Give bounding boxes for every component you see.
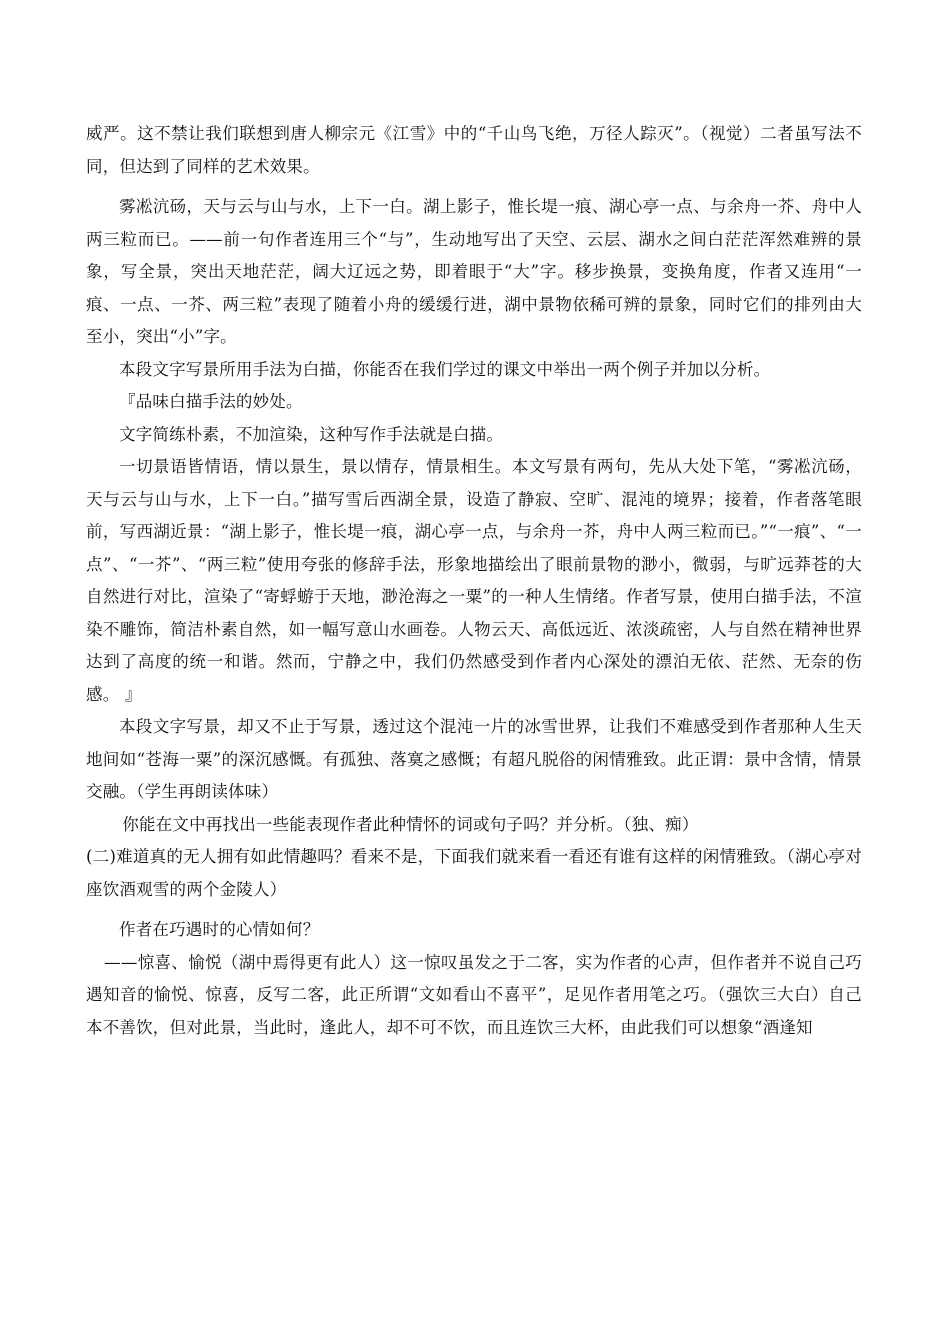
paragraph-emotion-in-scenery: 一切景语皆情语，情以景生，景以情存，情景相生。本文写景有两句，先从大处下笔，“雾凇沆砀，天与云与山与水，上下一白。”描写雪后西湖全景，设造了静寂、空旷、混沌的境界；接着，作者落笔眼前，写西湖近景：“湖上影子，惟长堤一痕，湖心亭一点，与余舟一芥，舟中人两三粒而已。”“一痕”、“一点”、“一芥”、“两三粒”使用夸张的修辞手法，形象地描绘出了眼前景物的渺小，微弱，与旷远莽苍的大自然进行对比，渲染了“寄蜉蝣于天地，渺沧海之一粟”的一种人生情绪。作者写景，使用白描手法，不渲染不雕饰，简洁朴素自然，如一幅写意山水画卷。人物云天、高低远近、浓淡疏密，人与自然在精神世界达到了高度的统一和谐。然而，宁静之中，我们仍然感受到作者内心深处的漂泊无依、茫然、无奈的伤感。 』 (86, 457, 862, 704)
paragraph-find-words-question: 你能在文中再找出一些能表现作者此种情怀的词或句子吗？并分析。（独、痴） (122, 814, 699, 834)
paragraph-deep-feeling: 本段文字写景，却又不止于写景，透过这个混沌一片的冰雪世界，让我们不难感受到作者那种人生天地间如“苍海一粟”的深沉感慨。有孤独、落寞之感慨；有超凡脱俗的闲情雅致。此正谓：景中含情，情景交融。（学生再朗读体味） (86, 717, 862, 801)
paragraph-mood-question: 作者在巧遇时的心情如何？ (119, 920, 320, 939)
paragraph-white-drawing-heading: 『品味白描手法的妙处。 (119, 392, 303, 411)
paragraph-scene-analysis: 雾凇沆砀，天与云与山与水，上下一白。湖上影子，惟长堤一痕、湖心亭一点、与余舟一芥、舟中人两三粒而已。——前一句作者连用三个“与”，生动地写出了天空、云层、湖水之间白茫茫浑然难辨的景象，写全景，突出天地茫茫，阔大辽远之势，即着眼于“大”字。移步换景，变换角度，作者又连用“一痕、一点、一芥、两三粒”表现了随着小舟的缓缓行进，湖中景物依稀可辨的景象，同时它们的排列由大至小，突出“小”字。 (86, 197, 862, 346)
document-body (86, 118, 862, 1044)
paragraph-white-drawing-definition: 文字简练朴素，不加渲染，这种写作手法就是白描。 (119, 424, 504, 444)
paragraph-white-drawing-question: 本段文字写景所用手法为白描，你能否在我们学过的课文中举出一两个例子并加以分析。 (119, 359, 771, 379)
paragraph-section-two: (二)难道真的无人拥有如此情趣吗？看来不是，下面我们就来看一看还有谁有这样的闲情雅致。（湖心亭对座饮酒观雪的两个金陵人） (86, 847, 862, 899)
paragraph-continuation: 威严。这不禁让我们联想到唐人柳宗元《江雪》中的“千山鸟飞绝，万径人踪灭”。（视觉）二者虽写法不同，但达到了同样的艺术效果。 (86, 124, 862, 176)
paragraph-mood-answer: ——惊喜、愉悦（湖中焉得更有此人）这一惊叹虽发之于二客，实为作者的心声，但作者并不说自己巧遇知音的愉悦、惊喜，反写二客，此正所谓“文如看山不喜平”，足见作者用笔之巧。（强饮三大白）自己本不善饮，但对此景，当此时，逢此人，却不可不饮，而且连饮三大杯，由此我们可以想象“酒逢知 (86, 952, 862, 1037)
